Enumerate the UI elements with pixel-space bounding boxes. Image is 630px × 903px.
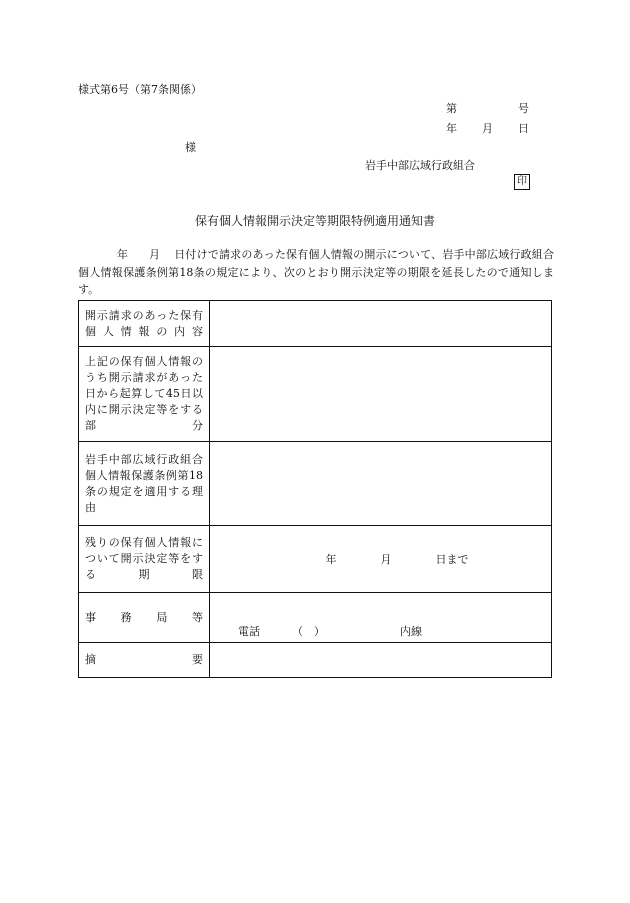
extension-label: 内線: [400, 625, 422, 638]
row-value-reason: [210, 442, 552, 526]
body-year: 年: [117, 248, 128, 261]
row-value-requested-info: [210, 301, 552, 347]
phone-label: 電話: [238, 625, 260, 638]
table-row-partial-decision: [79, 347, 552, 442]
form-number-label: 様式第6号（第7条関係）: [78, 83, 202, 96]
row-label-reason: 岩手中部広域行政組合個人情報保護条例第18条の規定を適用する理由: [79, 442, 210, 526]
detail-table: [78, 300, 552, 678]
body-text: 日付けで請求のあった保有個人情報の開示について、岩手中部広域行政組合個人情報保護条例第18条の規定により、次のとおり開示決定等の期限を延長したので通知します。: [78, 248, 554, 296]
table-row-office: [79, 593, 552, 643]
deadline-day-suffix: 日まで: [435, 553, 469, 566]
table-row-reason: [79, 442, 552, 526]
document-number-prefix: 第: [446, 102, 457, 115]
addressee-honorific: 様: [185, 141, 196, 154]
row-value-deadline: [210, 526, 552, 593]
table-row-deadline: [79, 526, 552, 593]
deadline-year: 年: [325, 553, 337, 566]
row-value-office: [210, 593, 552, 643]
issue-date-month: 月: [482, 122, 493, 135]
row-label-remarks: 摘要: [79, 643, 210, 678]
row-value-remarks: [210, 643, 552, 678]
document-title: 保有個人情報開示決定等期限特例適用通知書: [194, 214, 435, 228]
row-label-requested-info: 開示請求のあった保有個人情報の内容: [79, 301, 210, 347]
body-month: 月: [149, 248, 160, 261]
row-label-office: 事務局等: [79, 593, 210, 643]
deadline-month: 月: [380, 553, 392, 566]
row-value-partial-decision: [210, 347, 552, 442]
table-row-remarks: [79, 643, 552, 678]
issue-date-year: 年: [446, 122, 457, 135]
row-label-partial-decision: 上記の保有個人情報のうち開示請求があった日から起算して45日以内に開示決定等をする部分: [79, 347, 210, 442]
phone-parentheses: （ ）: [292, 625, 325, 638]
table-row-requested-info: [79, 301, 552, 347]
issue-date-day: 日: [518, 122, 529, 135]
sender-organization: 岩手中部広域行政組合: [365, 159, 475, 172]
row-label-deadline: 残りの保有個人情報について開示決定等をする期限: [79, 526, 210, 593]
document-number-suffix: 号: [518, 102, 529, 115]
seal-mark: 印: [514, 174, 530, 190]
notice-body: [78, 246, 554, 299]
